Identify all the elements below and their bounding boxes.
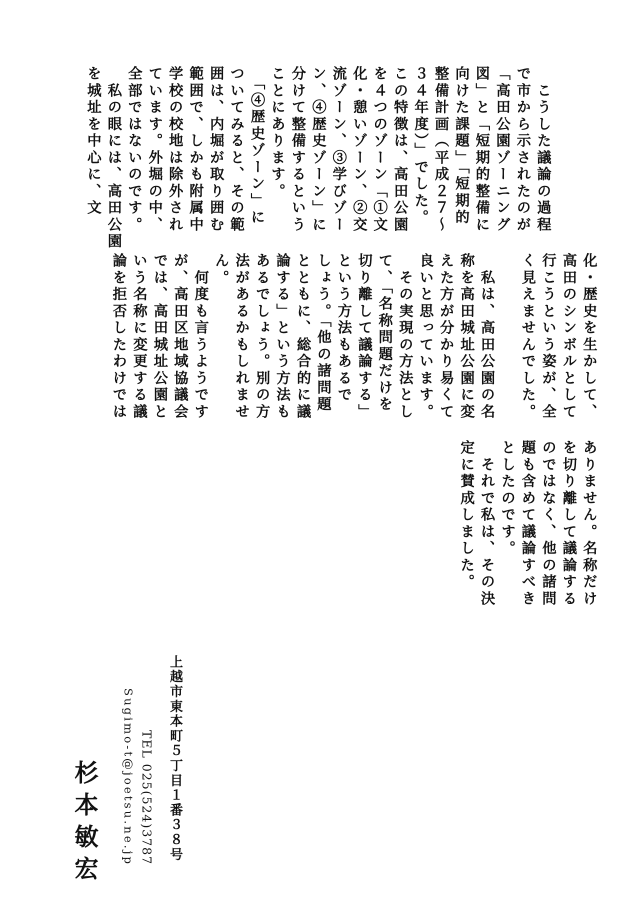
top-columns-line: 向けた課題」「短期的 bbox=[453, 66, 470, 227]
top-columns-line: 整備計画（平成２７～ bbox=[433, 66, 450, 234]
top-columns-line: 「④歴史ゾーン」に bbox=[248, 66, 265, 227]
top-columns-line: を城址を中心に、文 bbox=[85, 66, 102, 217]
middle-columns-line: 高田のシンボルとして bbox=[560, 253, 577, 421]
middle-columns-line: 切り離して議論する」 bbox=[356, 253, 373, 421]
top-columns-line: 分けて整備するという bbox=[289, 66, 306, 234]
middle-columns-line: あるでしょう。別の方 bbox=[254, 253, 271, 421]
middle-columns-line: て、「名称問題だけを bbox=[376, 253, 393, 414]
top-columns-line: この特徴は、高田公園 bbox=[392, 66, 409, 234]
bottom-columns-line: としたのです。 bbox=[499, 440, 516, 558]
middle-columns-line: その実現の方法とし bbox=[397, 253, 414, 421]
top-columns-line: を４つのゾーン「①文 bbox=[371, 66, 388, 234]
middle-columns-line: 私は、高田公園の名 bbox=[479, 253, 496, 421]
middle-columns-line: く見えませんでした。 bbox=[519, 253, 536, 421]
top-columns-line: で市から示されたのが bbox=[514, 66, 531, 234]
bottom-columns-line: 題も含めて議論すべき bbox=[519, 440, 536, 608]
bottom-columns-line: のではなく、他の諸問 bbox=[540, 440, 557, 608]
middle-columns-line: 称を高田城址公園に変 bbox=[458, 253, 475, 421]
top-columns-line: 化・憩いゾーン、②交 bbox=[351, 66, 368, 234]
top-columns-line: ことにあります。 bbox=[269, 66, 286, 200]
middle-columns-line: ん。 bbox=[213, 253, 230, 287]
top-columns-line: 流ゾーン、③学びゾー bbox=[330, 66, 347, 234]
top-columns-line: 学校の校地は除外され bbox=[167, 66, 184, 234]
top-columns-line: ン、④歴史ゾーン」に bbox=[310, 66, 327, 234]
author-tel: TEL 025(524)3787 bbox=[139, 730, 155, 866]
top-columns-line: ついてみると、その範 bbox=[228, 66, 245, 234]
bottom-columns-line: ありません。名称だけ bbox=[581, 440, 598, 608]
middle-columns-line: 行こうという姿が、全 bbox=[540, 253, 557, 421]
middle-columns-line: という方法もあるで bbox=[335, 253, 352, 404]
top-columns-line: 範囲で、しかも附属中 bbox=[187, 66, 204, 234]
middle-columns-line: 論を拒否したわけでは bbox=[110, 253, 127, 421]
middle-columns-line: 何度も言うようです bbox=[192, 253, 209, 421]
middle-columns-line: 法があるかもしれませ bbox=[233, 253, 250, 421]
bottom-columns-line: を切り離して議論する bbox=[560, 440, 577, 608]
middle-columns-line: では、高田城址公園と bbox=[151, 253, 168, 421]
top-columns-line: 全部ではないのです。 bbox=[126, 66, 143, 234]
author-name: 杉本敏宏 bbox=[70, 760, 99, 888]
top-columns-line: こうした議論の過程 bbox=[535, 66, 552, 234]
middle-columns-line: 良いと思っています。 bbox=[417, 253, 434, 421]
middle-columns-line: が、高田区地域協議会 bbox=[172, 253, 189, 421]
middle-columns-line: いう名称に変更する議 bbox=[131, 253, 148, 421]
middle-columns-line: しょう。「他の諸問題 bbox=[315, 253, 332, 414]
top-columns-line: 「高田公園ゾーニング bbox=[494, 66, 511, 234]
top-columns-line: 私の眼には、高田公園 bbox=[105, 66, 122, 251]
bottom-columns-line: それで私は、その決 bbox=[479, 440, 496, 608]
top-columns-line: ています。外堀の中、 bbox=[146, 66, 163, 234]
top-columns-line: ３４年度）」でした。 bbox=[412, 66, 429, 227]
middle-columns-line: とともに、総合的に議 bbox=[294, 253, 311, 421]
author-address: 上越市東本町５丁目１番３８号 bbox=[167, 655, 182, 863]
top-columns-line: 図」と「短期的整備に bbox=[473, 66, 490, 234]
middle-columns-line: 論する」という方法も bbox=[274, 253, 291, 421]
author-email: Sugimo-t@joetsu.ne.jp bbox=[121, 688, 136, 867]
top-columns-line: 囲は、内堀が取り囲む bbox=[208, 66, 225, 234]
middle-columns-line: えた方が分かり易くて bbox=[438, 253, 455, 421]
middle-columns-line: 化・歴史を生かして、 bbox=[581, 253, 598, 421]
bottom-columns-line: 定に賛成しました。 bbox=[458, 440, 475, 591]
